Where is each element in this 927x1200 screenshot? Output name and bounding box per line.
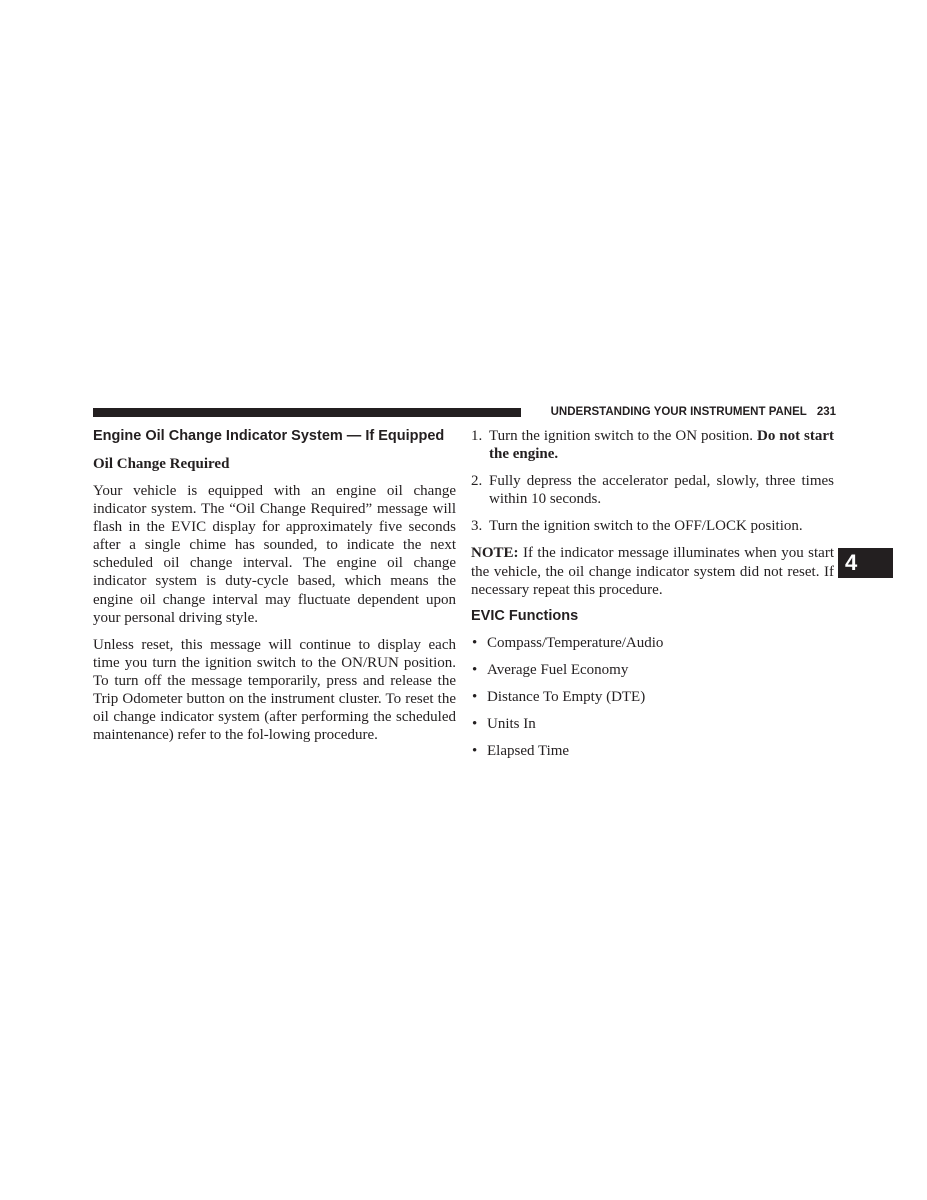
left-column: [93, 427, 456, 744]
step-number: 2.: [471, 473, 483, 490]
list-item: [471, 634, 834, 652]
paragraph-reset-instructions: Unless reset, this message will continue to display each time you turn the ignition switch to the ON/RUN position. To turn off the message temporarily, press and release the Trip Odometer button on the instrument cluster. To reset the oil change indicator system (after performing the scheduled maintenance) refer to the fol-lowing procedure.: [93, 636, 456, 744]
bullet-icon: •: [472, 743, 478, 760]
list-item: [471, 661, 834, 679]
right-column: [471, 427, 834, 769]
step-text: Turn the ignition switch to the OFF/LOCK position.: [489, 518, 803, 535]
page-number: 231: [816, 406, 836, 418]
list-item-text: Distance To Empty (DTE): [487, 688, 646, 705]
list-item-text: Compass/Temperature/Audio: [487, 634, 664, 651]
bullet-icon: •: [472, 716, 478, 733]
list-item-text: Elapsed Time: [487, 743, 570, 760]
list-item: [471, 715, 834, 733]
note-paragraph: [471, 544, 834, 598]
section-heading-oil-change-indicator: Engine Oil Change Indicator System — If Equipped: [93, 428, 445, 444]
bullet-icon: •: [472, 634, 478, 651]
list-item-text: Average Fuel Economy: [487, 661, 629, 678]
section-heading-evic-functions: EVIC Functions: [471, 607, 579, 624]
subheading-oil-change-required: Oil Change Required: [93, 456, 230, 472]
evic-functions-list: [471, 634, 834, 760]
step-text: Turn the ignition switch to the ON position.: [489, 428, 757, 444]
note-text: If the indicator message illuminates when you start the vehicle, the oil change indicator system did not reset. If necessary repeat this procedure.: [471, 545, 834, 598]
paragraph-indicator-description: Your vehicle is equipped with an engine oil change indicator system. The “Oil Change Required” message will flash in the EVIC display for approximately five seconds after a single chime has sounded, to indicate the next scheduled oil change interval. The engine oil change indicator system is duty-cycle based, which means the engine oil change interval may fluctuate dependent upon your personal driving style.: [93, 483, 456, 626]
header-title: UNDERSTANDING YOUR INSTRUMENT PANEL: [550, 406, 807, 418]
list-item: [471, 742, 834, 760]
chapter-tab: 4: [838, 548, 893, 578]
list-item: [471, 688, 834, 706]
bullet-icon: •: [472, 688, 478, 705]
header-rule: [93, 408, 521, 417]
procedure-step: [471, 427, 834, 463]
step-number: 3.: [471, 518, 483, 535]
step-text: Fully depress the accelerator pedal, slowly, three times within 10 seconds.: [489, 473, 834, 508]
step-warning: Do not start the engine.: [489, 428, 834, 463]
bullet-icon: •: [472, 661, 478, 678]
step-number: 1.: [471, 428, 483, 444]
note-label: NOTE:: [471, 545, 519, 562]
running-header: [530, 405, 836, 419]
procedure-step: [471, 517, 834, 535]
reset-procedure-steps: [471, 427, 834, 535]
procedure-step: [471, 472, 834, 508]
list-item-text: Units In: [487, 716, 536, 733]
